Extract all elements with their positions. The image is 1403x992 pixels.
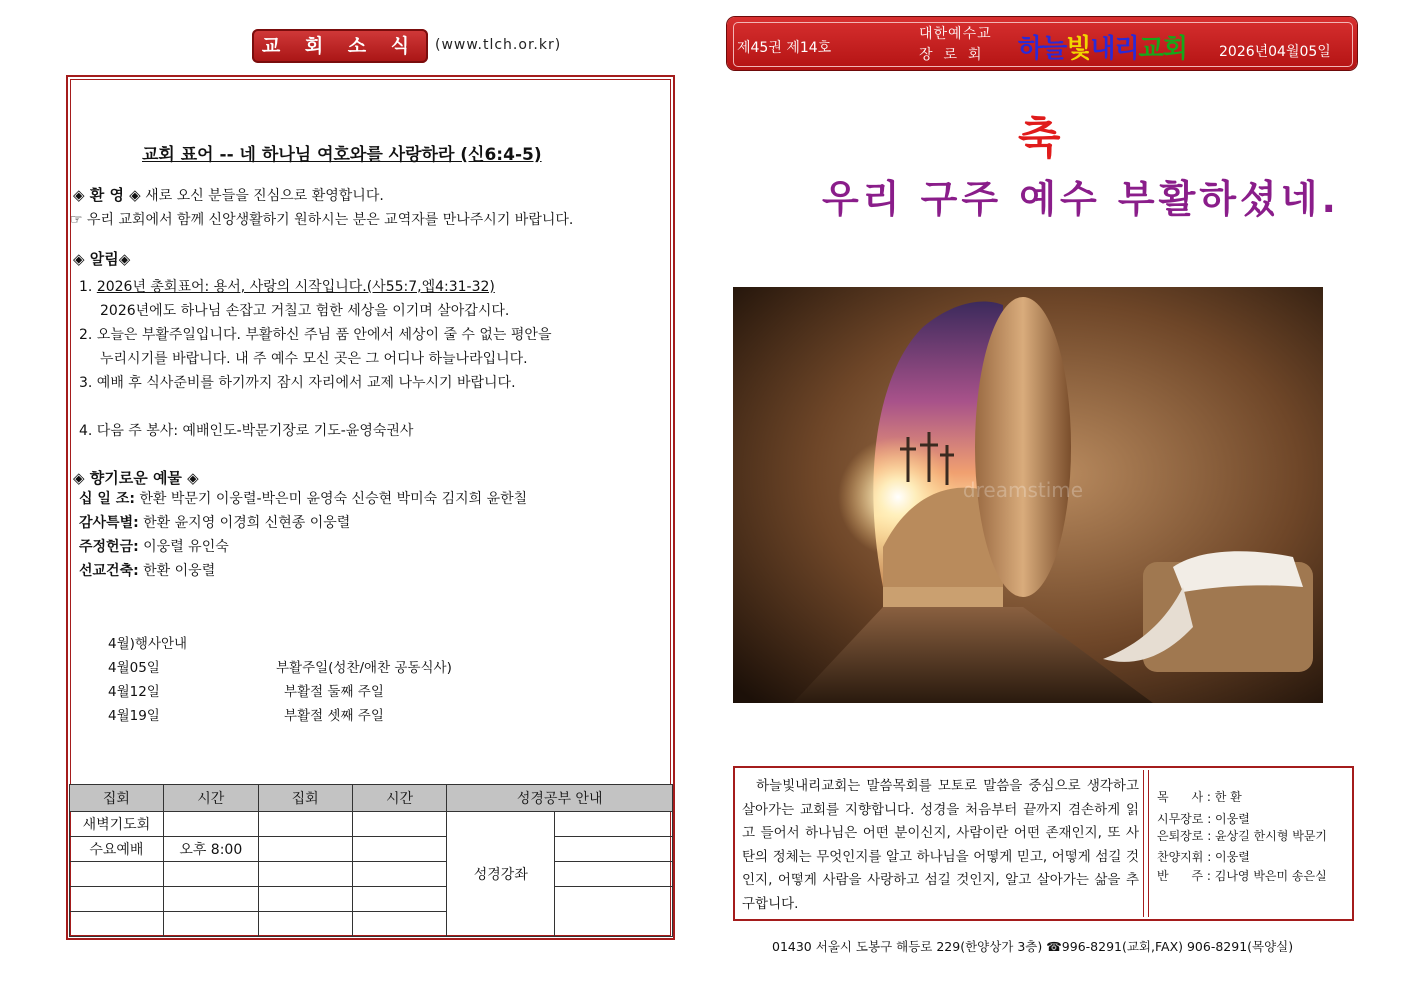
offering-row <box>79 512 350 532</box>
notice-4: 4. 다음 주 봉사: 예배인도-박문기장로 기도-윤영숙권사 <box>79 423 414 439</box>
event-desc: 부활주일(성찬/애찬 공동식사) <box>276 660 452 676</box>
offering-row <box>79 488 527 508</box>
header-meeting: 집회 <box>70 785 164 812</box>
church-name-part: 빛 <box>1066 34 1091 64</box>
staff-role: 찬양지휘 <box>1157 850 1204 864</box>
volume-number: 제45권 제14호 <box>737 40 832 56</box>
offering-label: 선교건축: <box>79 563 139 579</box>
offering-label: 감사특별: <box>79 515 139 531</box>
staff-divider <box>1143 770 1149 917</box>
table-row <box>70 862 673 887</box>
church-name <box>1018 28 1187 65</box>
celebration-character: 축 <box>1018 113 1061 164</box>
church-name-part: 내리 <box>1090 34 1139 64</box>
easter-headline: 우리 구주 예수 부활하셨네. <box>822 177 1340 221</box>
events-title: 4월)행사안내 <box>108 636 188 652</box>
notice-1-number: 1. <box>79 279 97 295</box>
notice-3: 3. 예배 후 식사준비를 하기까지 잠시 자리에서 교제 나누시기 바랍니다. <box>79 375 516 391</box>
notice-1-line2: 2026년에도 하나님 손잡고 거칠고 험한 세상을 이기며 살아갑시다. <box>100 303 510 319</box>
event-desc: 부활절 셋째 주일 <box>284 708 384 724</box>
staff-row: 은퇴장로 : 윤상길 한시형 박문기 <box>1157 829 1328 843</box>
table-header-row <box>70 785 673 812</box>
staff-name: 이웅렬 <box>1215 850 1250 864</box>
table-cell <box>258 862 352 887</box>
table-cell <box>352 862 447 887</box>
table-row <box>70 887 673 912</box>
event-date: 4월19일 <box>108 708 160 724</box>
header-time-2: 시간 <box>352 785 447 812</box>
empty-tomb-photo <box>733 287 1323 703</box>
table-cell <box>352 837 447 862</box>
table-cell <box>258 837 352 862</box>
staff-row: 시무장로 : 이웅렬 <box>1157 812 1250 826</box>
header-time: 시간 <box>163 785 258 812</box>
staff-name: 윤상길 한시형 박문기 <box>1215 829 1328 843</box>
table-cell <box>258 912 352 937</box>
welcome-note: ☞ 우리 교회에서 함께 신앙생활하기 원하시는 분은 교역자를 만나주시기 바랍니다. <box>70 212 574 228</box>
table-cell <box>258 887 352 912</box>
offering-row <box>79 536 229 556</box>
event-desc: 부활절 둘째 주일 <box>284 684 384 700</box>
church-motto: 교회 표어 -- 네 하나님 여호와를 사랑하라 (신6:4-5) <box>142 145 542 165</box>
welcome-section <box>73 184 384 205</box>
staff-name: 김나영 박은미 송은실 <box>1214 869 1327 883</box>
table-row <box>70 812 673 837</box>
notice-2-line1: 2. 오늘은 부활주일입니다. 부활하신 주님 품 안에서 세상이 줄 수 없는 평안을 <box>79 327 552 343</box>
table-cell <box>555 862 673 887</box>
staff-role: 시무장로 <box>1157 812 1204 826</box>
table-cell <box>352 887 447 912</box>
notice-1 <box>79 276 495 296</box>
table-cell <box>555 837 673 862</box>
offering-label: 십 일 조: <box>79 491 135 507</box>
welcome-text: 새로 오신 분들을 진심으로 환영합니다. <box>140 188 384 204</box>
staff-name: 한 환 <box>1214 790 1242 804</box>
staff-name: 이웅렬 <box>1215 812 1250 826</box>
staff-row: 찬양지휘 : 이웅렬 <box>1157 850 1250 864</box>
table-cell <box>70 862 164 887</box>
staff-row: 목 사 : 한 환 <box>1157 790 1242 804</box>
table-cell: 오후 8:00 <box>163 837 258 862</box>
table-cell <box>163 887 258 912</box>
notices-title: ◈ 알림◈ <box>73 250 131 268</box>
staff-row: 반 주 : 김나영 박은미 송은실 <box>1157 869 1327 883</box>
church-news-badge: 교 회 소 식 <box>252 29 428 63</box>
table-cell <box>163 912 258 937</box>
denomination-line2: 장로회 <box>919 47 993 63</box>
table-cell <box>555 887 673 937</box>
church-name-part: 하늘 <box>1018 34 1067 64</box>
table-cell <box>70 887 164 912</box>
table-cell <box>163 862 258 887</box>
table-cell <box>70 912 164 937</box>
table-cell <box>352 812 447 837</box>
table-row <box>70 837 673 862</box>
offering-names: 이웅렬 유인숙 <box>138 539 229 555</box>
publication-date: 2026년04월05일 <box>1219 44 1331 60</box>
staff-role: 목 사 <box>1157 790 1204 804</box>
offering-names: 한환 윤지영 이경희 신현종 이웅렬 <box>138 515 351 531</box>
notice-1-underlined: 2026년 총회표어: 용서, 사랑의 시작입니다.(사55:7,엡4:31-32) <box>96 279 495 295</box>
denomination-line1: 대한예수교 <box>919 26 992 42</box>
staff-role: 반 주 <box>1157 869 1204 883</box>
welcome-title: ◈ 환 영 ◈ <box>73 186 141 204</box>
table-cell: 새벽기도회 <box>70 812 164 837</box>
website-url[interactable]: (www.tlch.or.kr) <box>435 37 562 53</box>
table-cell <box>352 912 447 937</box>
table-cell <box>258 812 352 837</box>
photo-watermark: dreamstime <box>962 478 1084 502</box>
table-cell <box>163 812 258 837</box>
staff-role: 은퇴장로 <box>1157 829 1204 843</box>
church-name-part: 교회 <box>1138 34 1187 64</box>
offering-names: 한환 이웅렬 <box>138 563 216 579</box>
offering-names: 한환 박문기 이웅렬-박은미 윤영숙 신승현 박미숙 김지희 윤한칠 <box>134 491 528 507</box>
event-date: 4월05일 <box>108 660 160 676</box>
table-cell <box>555 812 673 837</box>
event-date: 4월12일 <box>108 684 160 700</box>
table-cell: 수요예배 <box>70 837 164 862</box>
notice-2-line2: 누리시기를 바랍니다. 내 주 예수 모신 곳은 그 어디나 하늘나라입니다. <box>100 351 528 367</box>
header-meeting-2: 집회 <box>258 785 352 812</box>
offering-label: 주정헌금: <box>79 539 139 555</box>
offering-row <box>79 560 215 580</box>
header-bible-study: 성경공부 안내 <box>447 785 673 812</box>
church-intro-text: 하늘빛내리교회는 말씀목회를 모토로 말씀을 중심으로 생각하고 살아가는 교회를 지향합니다. 성경을 처음부터 끝까지 겸손하게 읽고 들어서 하나님은 어떤 분이신지, 사람이란 어떤 존재인지, 또 사탄의 정체는 무엇인지를 알고 하나님을 어떻게 믿고, 어떻게 섬길 것인지, 어떻게 사람을 사랑하고 섬길 것인지, 알고 살아가는 삶을 추구합니다. <box>742 778 1139 912</box>
meeting-schedule-table <box>69 784 673 937</box>
bible-study-label: 성경강좌 <box>447 812 555 937</box>
offerings-title: ◈ 향기로운 예물 ◈ <box>73 469 199 487</box>
church-address: 01430 서울시 도봉구 해등로 229(한양상가 3층) ☎996-8291(교회,FAX) 906-8291(목양실) <box>772 939 1294 954</box>
